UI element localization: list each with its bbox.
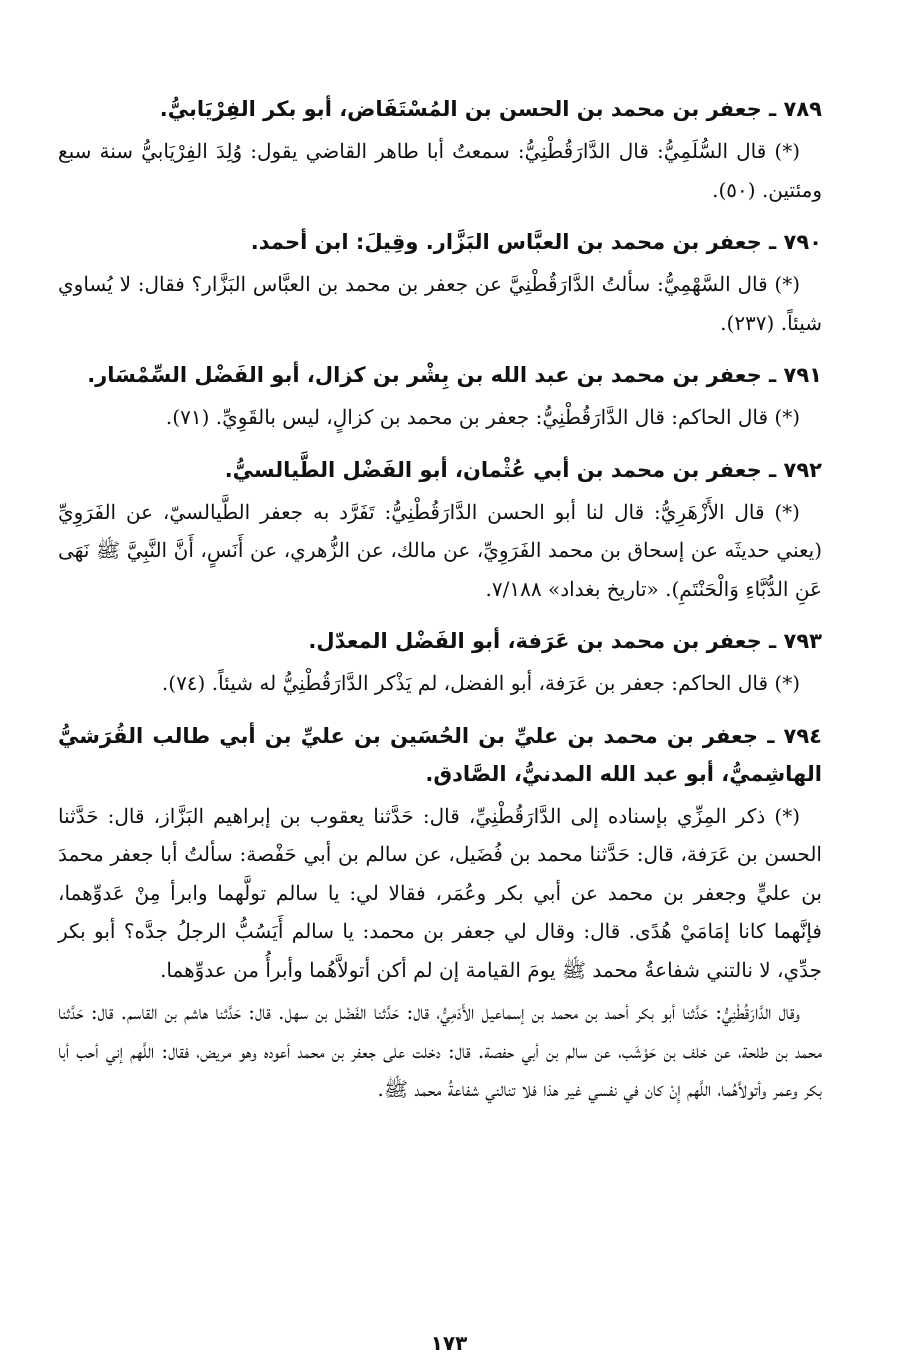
biography-entry (58, 622, 822, 703)
biography-entry (58, 223, 822, 342)
entry-paragraph: (*) قال الحاكم: جعفر بن عَرَفة، أبو الفضل، لم يَذْكر الدَّارَقُطْنِيُّ له شيئاً. (٧٤). (161, 671, 800, 695)
biography-entry (58, 356, 822, 437)
entry-paragraph: (*) قال الحاكم: قال الدَّارَقُطْنِيُّ: جعفر بن محمد بن كزالٍ، ليس بالقَوِيِّ. (٧١). (165, 405, 800, 429)
entry-paragraph: (*) قال الأَزْهَرِيُّ: قال لنا أبو الحسن الدَّارَقُطْنِيُّ: تَفَرَّد به جعفر الطَّيالسيّ، عن الفَرَوِيِّ (يعني حديثَه عن إسحاق بن محمد الفَرَوِيِّ، عن مالك، عن الزُّهري، عن أَنَسٍ، أَنَّ النَّبِيَّ ﷺ نَهَى عَنِ الدُّبَّاءِ وَالْحَنْتَمِ). «تاريخ بغداد» ٧/١٨٨. (58, 499, 822, 601)
entries-list (58, 90, 822, 1109)
biography-entry (58, 717, 822, 1109)
page-number: ١٧٣ (430, 1331, 468, 1355)
biography-entry (58, 90, 822, 209)
entry-heading: ٧٩٢ ـ جعفر بن محمد بن أبي عُثْمان، أبو الفَضْل الطَّيالسيُّ. (224, 457, 822, 482)
entry-heading: ٧٩٣ ـ جعفر بن محمد بن عَرَفة، أبو الفَضْل المعدّل. (308, 629, 822, 653)
entry-heading: ٧٨٩ ـ جعفر بن محمد بن الحسن بن المُسْتَفَاض، أبو بكر الفِرْيَابيُّ. (159, 97, 822, 121)
entry-heading: ٧٩١ ـ جعفر بن محمد بن عبد الله بن بِشْر بن كزال، أبو الفَضْل السِّمْسَار. (87, 363, 822, 387)
entry-paragraph: (*) قال السَّهْمِيُّ: سألتُ الدَّارَقُطْنِيَّ عن جعفر بن محمد بن العبَّاس البَزَّار؟ فقال: لا يُساوي شيئاً. (٢٣٧). (58, 272, 822, 335)
biography-entry (58, 451, 822, 609)
entry-heading: ٧٩٤ ـ جعفر بن محمد بن عليِّ بن الحُسَين بن عليِّ بن أبي طالب القُرَشيُّ الهاشِميُّ، أبو عبد الله المدنيُّ، الصَّادق. (58, 723, 822, 786)
entry-paragraph: (*) ذكر المِزِّي بإسناده إلى الدَّارَقُطْنِيِّ، قال: حَدَّثنا يعقوب بن إبراهيم البَزَّاز، قال: حَدَّثنا الحسن بن عَرَفة، قال: حَدَّثنا محمد بن فُضَيل، عن سالم بن أبي حَفْصة: سألتُ أبا جعفر محمدَ بن عليٍّ وجعفر بن محمد عن أبي بكر وعُمَر، فقالا لي: يا سالم تولَّهما وابرأ مِنْ عَدوِّهما، فإنَّهما كانا إمَامَيْ هُدًى. قال: وقال لي جعفر بن محمد: يا سالم أَيَسُبُّ الرجلُ جدَّه؟ أبو بكر جدِّي، لا نالتني شفاعةُ محمد ﷺ يومَ القيامة إن لم أكن أتولاَّهُما وأبرأُ من عدوِّهما. (58, 803, 822, 982)
entry-paragraph: وقال الدَّارَقُطْنِيُّ: حَدَّثنا أبو بكر أحمد بن محمد بن إسماعيل الأَدَمِيُّ، قال: حَدَّثنا الفَضْل بن سهل. قال: حَدَّثنا هاشم بن القاسم. قال: حَدَّثنا محمد بن طلحة، عن خلف بن حَوْشَب، عن سالم بن أبي حفصة. قال: دخلت على جعفر بن محمد أعوده وهو مريض، فقال: اللَّهم إني أحب أبا بكر وعمر وأتولاَّهُما، اللَّهم إِنْ كان في نفسي غير هذا فلا تنالني شفاعةُ محمد ﷺ. (58, 1000, 822, 1101)
entry-paragraph: (*) قال السُّلَمِيُّ: قال الدَّارَقُطْنِيُّ: سمعتُ أبا طاهر القاضي يقول: وُلِدَ الفِرْيَابيُّ سنة سبع ومئتين. (٥٠). (58, 139, 822, 202)
entry-heading: ٧٩٠ ـ جعفر بن محمد بن العبَّاس البَزَّار. وقِيلَ: ابن أحمد. (250, 230, 822, 254)
